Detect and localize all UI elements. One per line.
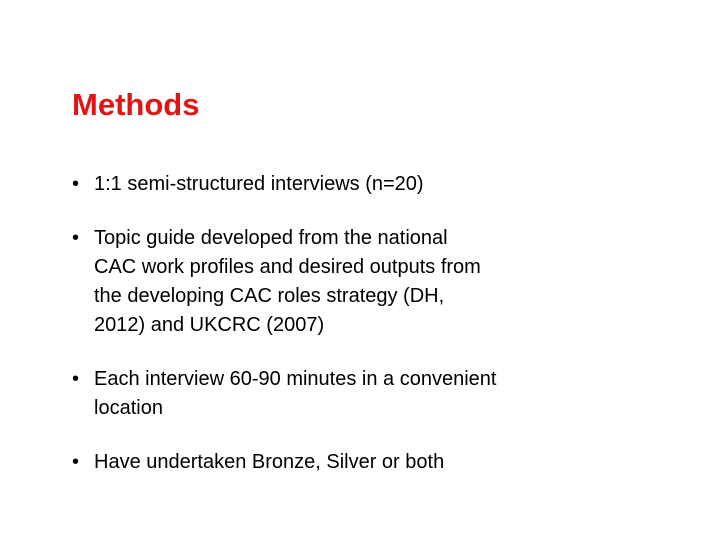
bullet-icon: • [72, 173, 80, 195]
bullet-line: Each interview 60-90 minutes in a convenient [94, 368, 497, 390]
bullet-line: location [94, 397, 163, 419]
slide-title: Methods [72, 87, 200, 122]
bullet-line: Topic guide developed from the national [94, 227, 448, 249]
bullet-item [72, 224, 632, 340]
bullet-item [72, 170, 632, 199]
bullet-icon: • [72, 368, 80, 390]
bullet-line: the developing CAC roles strategy (DH, [94, 285, 445, 307]
bullet-line: Have undertaken Bronze, Silver or both [94, 451, 445, 473]
bullet-list [72, 170, 632, 477]
bullet-line: 2012) and UKCRC (2007) [94, 314, 325, 336]
bullet-line: 1:1 semi-structured interviews (n=20) [94, 173, 424, 195]
bullet-line: CAC work profiles and desired outputs from [94, 256, 481, 278]
bullet-item [72, 365, 632, 423]
bullet-item [72, 448, 632, 477]
bullet-icon: • [72, 227, 80, 249]
bullet-icon: • [72, 451, 80, 473]
